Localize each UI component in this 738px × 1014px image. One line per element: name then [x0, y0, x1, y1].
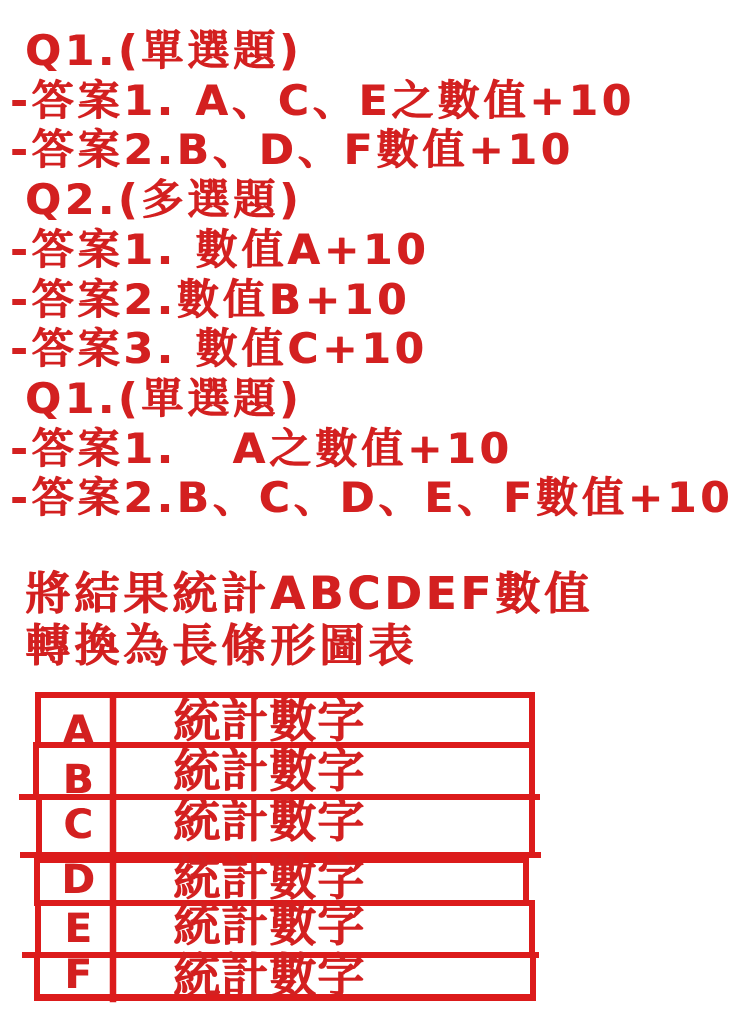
table-row-value: 統計數字 [173, 744, 365, 799]
note-line-q2-heading: Q2.(多選題) [25, 175, 303, 225]
stats-table [35, 693, 535, 1003]
table-row-key: D [61, 857, 95, 903]
note-line-q2-answer1: -答案1. 數值A+10 [10, 224, 430, 274]
table-row-key: A [62, 708, 94, 754]
note-line-q2-answer3: -答案3. 數值C+10 [10, 324, 428, 374]
note-line-q1b-answer2: -答案2.B、C、D、E、F數值+10 [10, 473, 734, 523]
summary-section [25, 568, 593, 672]
note-line-q1-answer1: -答案1. A、C、E之數值+10 [10, 75, 635, 125]
table-row-key: B [62, 757, 94, 803]
summary-line-1: 將結果統計ABCDEF數值 [25, 567, 593, 620]
table-row-key: C [63, 802, 93, 848]
table-row-value: 統計數字 [173, 898, 365, 953]
note-line-q1b-heading: Q1.(單選題) [25, 373, 303, 423]
note-line-q2-answer2: -答案2.數值B+10 [10, 274, 411, 324]
table-row-key: F [64, 952, 92, 998]
note-line-q1b-answer1: -答案1. A之數值+10 [10, 423, 513, 473]
summary-line-2: 轉換為長條形圖表 [25, 619, 418, 672]
table-row-value: 統計數字 [173, 694, 365, 749]
note-line-q1-answer2: -答案2.B、D、F數值+10 [10, 125, 574, 175]
table-row-key: E [64, 906, 92, 952]
table-row-value: 統計數字 [173, 794, 365, 849]
note-line-q1-heading: Q1.(單選題) [25, 26, 303, 75]
table-row-value: 統計數字 [173, 949, 365, 1004]
table-row-value: 統計數字 [173, 852, 365, 907]
notes-section [10, 26, 733, 523]
